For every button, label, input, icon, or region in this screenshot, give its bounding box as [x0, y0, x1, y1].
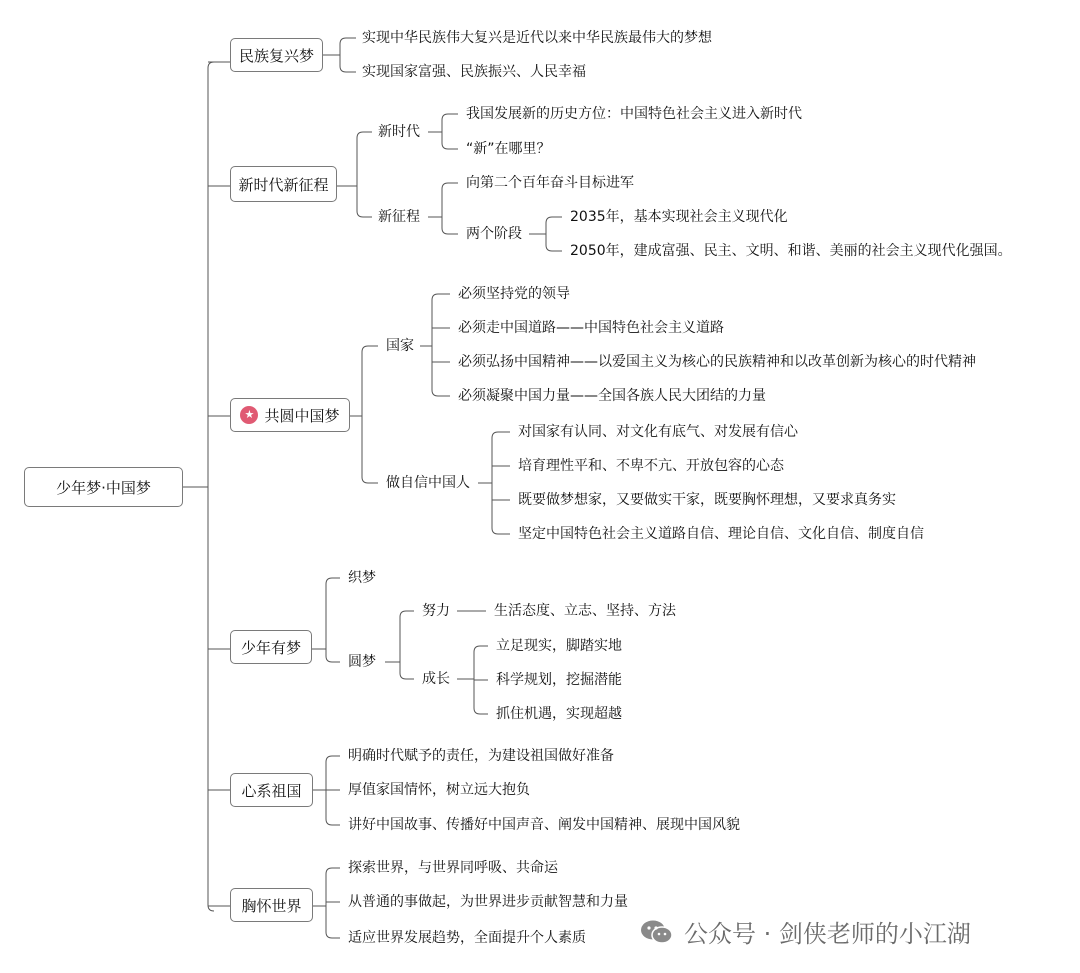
node-gongyuan-label: 共圆中国梦	[264, 406, 340, 425]
leaf-text: 从普通的事做起，为世界进步贡献智慧和力量	[348, 894, 628, 910]
sub-node-zixin: 做自信中国人	[386, 475, 470, 491]
watermark	[640, 914, 971, 949]
leaf-text: 既要做梦想家，又要做实干家，既要胸怀理想，又要求真务实	[518, 492, 896, 508]
leaf-text: 科学规划，挖掘潜能	[496, 672, 622, 688]
node-gongyuan	[230, 398, 350, 432]
leaf-text: 对国家有认同、对文化有底气、对发展有信心	[518, 424, 798, 440]
leaf-text: 讲好中国故事、传播好中国声音、阐发中国精神、展现中国风貌	[348, 817, 740, 833]
sub-node-zhengcheng: 新征程	[378, 209, 420, 225]
leaf-text: 实现中华民族伟大复兴是近代以来中华民族最伟大的梦想	[362, 30, 712, 46]
leaf-text: 生活态度、立志、坚持、方法	[494, 603, 676, 619]
sub-node-zhimeng: 织梦	[348, 570, 376, 586]
leaf-text: 必须凝聚中国力量——全国各族人民大团结的力量	[458, 388, 766, 404]
leaf-text: 厚值家国情怀，树立远大抱负	[348, 782, 530, 798]
leaf-text: 培育理性平和、不卑不亢、开放包容的心态	[518, 458, 784, 474]
leaf-text: 必须坚持党的领导	[458, 286, 570, 302]
sub-node-chengzhang: 成长	[422, 671, 450, 687]
sub-node-yuanmeng: 圆梦	[348, 654, 376, 670]
leaf-text: 立足现实，脚踏实地	[496, 638, 622, 654]
node-shijie: 胸怀世界	[230, 888, 313, 922]
sub-node-shidai: 新时代	[378, 124, 420, 140]
watermark-text: 公众号 · 剑侠老师的小江湖	[684, 920, 971, 948]
wechat-icon	[640, 919, 674, 945]
leaf-text: 必须走中国道路——中国特色社会主义道路	[458, 320, 724, 336]
leaf-text: 实现国家富强、民族振兴、人民幸福	[362, 64, 586, 80]
root-node: 少年梦·中国梦	[24, 467, 183, 507]
sub-node-guojia: 国家	[386, 338, 414, 354]
star-badge-icon: ★	[240, 406, 258, 424]
leaf-text: 探索世界，与世界同呼吸、共命运	[348, 860, 558, 876]
leaf-text: 我国发展新的历史方位：中国特色社会主义进入新时代	[466, 106, 802, 122]
node-fuxing: 民族复兴梦	[230, 38, 323, 72]
sub-node-stages: 两个阶段	[466, 226, 522, 242]
node-shaonian: 少年有梦	[230, 630, 312, 664]
leaf-text: 明确时代赋予的责任，为建设祖国做好准备	[348, 748, 614, 764]
leaf-text: 2035年，基本实现社会主义现代化	[570, 209, 788, 225]
node-zuguo: 心系祖国	[230, 773, 313, 807]
leaf-text: 适应世界发展趋势，全面提升个人素质	[348, 930, 586, 946]
leaf-text: 2050年，建成富强、民主、文明、和谐、美丽的社会主义现代化强国。	[570, 243, 1012, 259]
leaf-text: 向第二个百年奋斗目标进军	[466, 175, 634, 191]
leaf-text: 坚定中国特色社会主义道路自信、理论自信、文化自信、制度自信	[518, 526, 924, 542]
node-xinshidai: 新时代新征程	[230, 166, 337, 202]
leaf-text: “新”在哪里？	[466, 141, 551, 157]
sub-node-nuli: 努力	[422, 603, 450, 619]
leaf-text: 抓住机遇，实现超越	[496, 706, 622, 722]
leaf-text: 必须弘扬中国精神——以爱国主义为核心的民族精神和以改革创新为核心的时代精神	[458, 354, 976, 370]
